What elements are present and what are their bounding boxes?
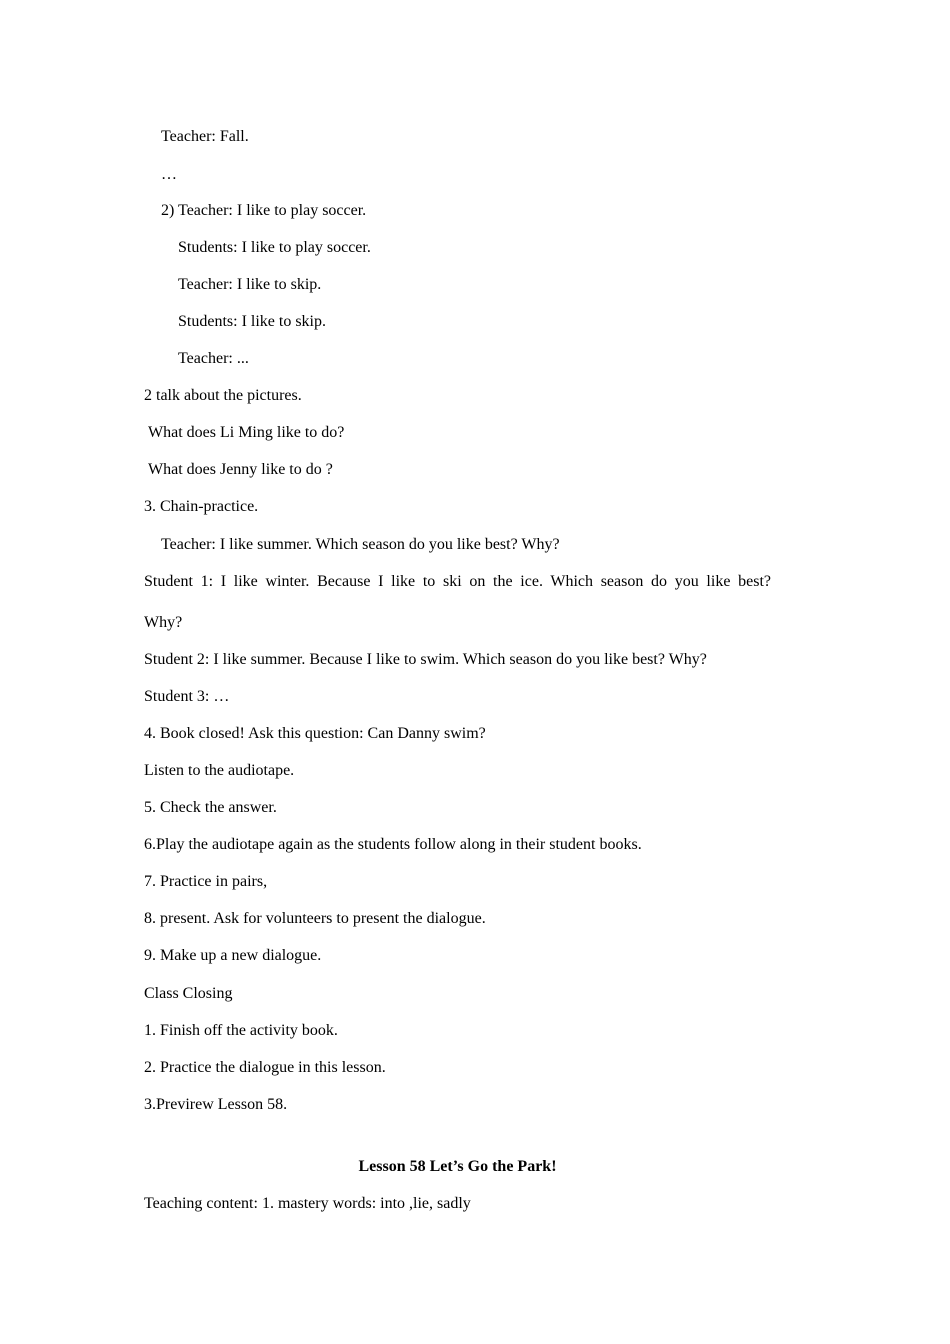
text-line: What does Jenny like to do ? xyxy=(148,461,333,478)
text-line: 3.Previrew Lesson 58. xyxy=(144,1096,288,1113)
text-line: 6.Play the audiotape again as the students follow along in their student books. xyxy=(144,836,642,853)
text-line: 2. Practice the dialogue in this lesson. xyxy=(144,1059,386,1076)
text-line: 8. present. Ask for volunteers to present the dialogue. xyxy=(144,910,486,927)
teaching-content-line: Teaching content: 1. mastery words: into ,lie, sadly xyxy=(144,1195,471,1212)
text-line: Student 1: I like winter. Because I like to ski on the ice. Which season do you like best? xyxy=(144,573,771,590)
text-line: 2 talk about the pictures. xyxy=(144,387,302,404)
text-line: Why? xyxy=(144,614,183,631)
text-line: 4. Book closed! Ask this question: Can Danny swim? xyxy=(144,725,486,742)
text-line: Students: I like to skip. xyxy=(178,313,326,330)
text-line: Teacher: ... xyxy=(178,350,249,367)
text-line: Student 2: I like summer. Because I like to swim. Which season do you like best? Why? xyxy=(144,651,707,668)
text-line: 7. Practice in pairs, xyxy=(144,873,268,890)
text-line: Teacher: I like to skip. xyxy=(178,276,322,293)
text-line: 5. Check the answer. xyxy=(144,799,277,816)
text-line: Students: I like to play soccer. xyxy=(178,239,371,256)
text-line: Student 3: … xyxy=(144,688,230,705)
text-line: Teacher: Fall. xyxy=(161,128,249,145)
text-line: 2) Teacher: I like to play soccer. xyxy=(161,202,367,219)
text-line: Teacher: I like summer. Which season do you like best? Why? xyxy=(161,536,560,553)
text-line: What does Li Ming like to do? xyxy=(148,424,345,441)
text-line: … xyxy=(161,166,177,183)
text-line: 1. Finish off the activity book. xyxy=(144,1022,338,1039)
text-line: 9. Make up a new dialogue. xyxy=(144,947,322,964)
section-title-class-closing: Class Closing xyxy=(144,985,233,1002)
text-line: 3. Chain-practice. xyxy=(144,498,259,515)
lesson-heading: Lesson 58 Let’s Go the Park! xyxy=(358,1158,557,1175)
text-line: Listen to the audiotape. xyxy=(144,762,295,779)
